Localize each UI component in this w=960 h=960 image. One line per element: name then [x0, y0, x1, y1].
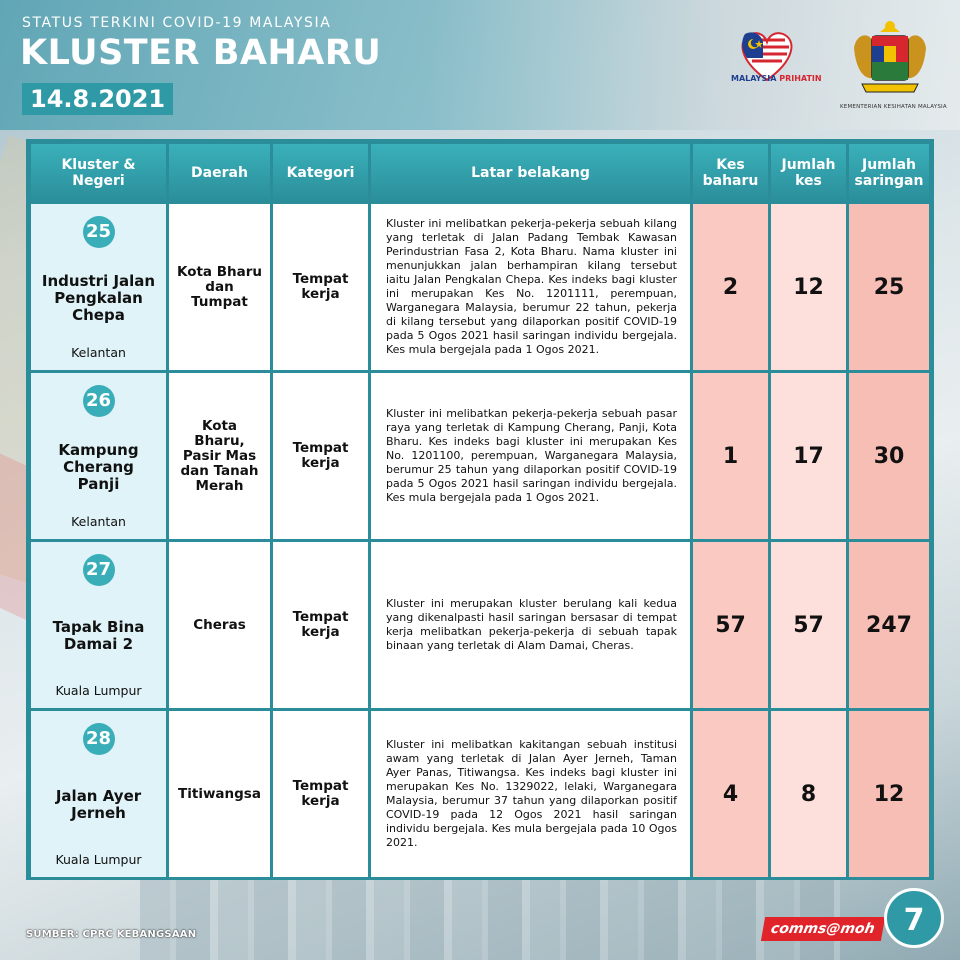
header-kluster-negeri: Kluster & Negeri: [31, 144, 166, 201]
cluster-number-badge: 25: [83, 216, 115, 248]
jumlah-saringan-value: 30: [873, 443, 905, 469]
source-caption: SUMBER: CPRC KEBANGSAAN: [26, 929, 197, 940]
cluster-number-badge: 27: [83, 554, 115, 586]
cluster-cell: [31, 542, 166, 708]
kategori-text: Tempat kerja: [292, 271, 349, 302]
jumlah-kes-value: 8: [800, 781, 817, 807]
jumlah-saringan-cell: [849, 542, 929, 708]
latar-text: Kluster ini melibatkan kakitangan sebuah institusi awam yang terletak di Jalan Ayer Jerneh, Taman Ayer Panas, Titiwangsa. Kes indeks bagi kluster ini merupakan Kes No. 1329022, lelaki, Warganegara Malaysia, berumur 37 tahun yang dilaporkan positif COVID-19 pada 12 Ogos 2021 hasil saringan individu bergejala. Kes mula bergejala pada 10 Ogos 2021.: [386, 738, 677, 849]
cluster-state: Kuala Lumpur: [55, 852, 142, 867]
cluster-name: Jalan Ayer Jerneh: [55, 787, 142, 822]
jumlah-saringan-cell: [849, 373, 929, 539]
header-latar-belakang: Latar belakang: [371, 144, 690, 201]
status-caption: STATUS TERKINI COVID-19 MALAYSIA: [22, 15, 332, 31]
page-number-badge: 7: [884, 888, 944, 948]
kategori-text: Tempat kerja: [292, 609, 349, 640]
kategori-cell: [273, 204, 368, 370]
kategori-text: Tempat kerja: [292, 778, 349, 809]
jumlah-saringan-cell: [849, 204, 929, 370]
cluster-table: [28, 141, 932, 880]
date-badge: 14.8.2021: [22, 83, 173, 115]
cluster-state: Kelantan: [71, 345, 126, 360]
cluster-state: Kelantan: [71, 514, 126, 529]
jumlah-kes-cell: [771, 711, 846, 877]
latar-cell: [371, 542, 690, 708]
daerah-cell: [169, 542, 270, 708]
cluster-number-badge: 26: [83, 385, 115, 417]
daerah-cell: [169, 373, 270, 539]
kes-baharu-cell: [693, 542, 768, 708]
header-jumlah-saringan: Jumlah saringan: [849, 144, 929, 201]
cluster-name: Kampung Cherang Panji: [58, 440, 139, 493]
kes-baharu-value: 4: [722, 781, 739, 807]
latar-text: Kluster ini melibatkan pekerja-pekerja sebuah pasar raya yang terletak di Kampung Cherang, Panji, Kota Bharu. Kes indeks bagi kluster ini merupakan Kes No. 1201100, perempuan, Warganegara Malaysia, berumur 25 tahun yang dilaporkan positif COVID-19 pada 5 Ogos 2021 hasil saringan individu bergejala. Kes mula bergejala pada 1 Ogos 2021.: [386, 407, 677, 504]
kes-baharu-value: 2: [722, 274, 739, 300]
jumlah-kes-value: 17: [793, 443, 824, 469]
header-kes-baharu: Kes baharu: [693, 144, 768, 201]
jumlah-kes-cell: [771, 373, 846, 539]
kategori-cell: [273, 542, 368, 708]
jumlah-kes-cell: [771, 542, 846, 708]
daerah-cell: [169, 711, 270, 877]
kategori-cell: [273, 711, 368, 877]
jumlah-saringan-value: 247: [866, 612, 912, 638]
kes-baharu-value: 57: [715, 612, 746, 638]
table-row: [31, 373, 929, 539]
table-row: [31, 542, 929, 708]
latar-cell: [371, 711, 690, 877]
jumlah-kes-value: 57: [793, 612, 824, 638]
header-jumlah-kes: Jumlah kes: [771, 144, 846, 201]
kes-baharu-cell: [693, 373, 768, 539]
page-title: KLUSTER BAHARU: [20, 33, 382, 73]
header-kategori: Kategori: [273, 144, 368, 201]
daerah-cell: [169, 204, 270, 370]
coat-of-arms-logo: [848, 18, 932, 98]
kes-baharu-cell: [693, 204, 768, 370]
cluster-cell: [31, 373, 166, 539]
jumlah-saringan-cell: [849, 711, 929, 877]
cluster-table-frame: [26, 139, 934, 880]
jumlah-saringan-value: 12: [873, 781, 905, 807]
daerah-text: Cheras: [193, 616, 246, 633]
kes-baharu-value: 1: [722, 443, 739, 469]
daerah-text: Kota Bharu, Pasir Mas dan Tanah Merah: [180, 417, 259, 494]
malaysia-prihatin-caption: MALAYSIA PRIHATIN: [731, 74, 822, 83]
cluster-number-badge: 28: [83, 723, 115, 755]
cluster-name: Industri Jalan Pengkalan Chepa: [41, 271, 156, 324]
comms-moh-brand: comms@moh: [761, 917, 885, 941]
latar-cell: [371, 373, 690, 539]
cluster-cell: [31, 711, 166, 877]
cluster-cell: [31, 204, 166, 370]
table-row: [31, 204, 929, 370]
cluster-name: Tapak Bina Damai 2: [52, 618, 145, 653]
daerah-text: Titiwangsa: [178, 785, 261, 802]
table-header-row: [31, 144, 929, 201]
daerah-text: Kota Bharu dan Tumpat: [176, 263, 263, 310]
header-daerah: Daerah: [169, 144, 270, 201]
table-row: [31, 711, 929, 877]
cluster-state: Kuala Lumpur: [55, 683, 142, 698]
jumlah-kes-cell: [771, 204, 846, 370]
latar-text: Kluster ini merupakan kluster berulang kali kedua yang dikenalpasti hasil saringan bersasar di tempat kerja melibatkan pekerja-pekerja di sebuah tapak binaan yang terletak di Alam Damai, Cheras.: [386, 597, 677, 652]
latar-cell: [371, 204, 690, 370]
kkm-caption: KEMENTERIAN KESIHATAN MALAYSIA: [840, 104, 947, 110]
kategori-cell: [273, 373, 368, 539]
latar-text: Kluster ini melibatkan pekerja-pekerja sebuah kilang yang terletak di Jalan Padang Tembak Kawasan Perindustrian Fasa 2, Kota Bharu. Nama kluster ini menunjukkan jalan berhampiran kilang tersebut iaitu Jalan Pengkalan Chepa. Kes indeks bagi kluster ini merupakan Kes No. 1201111, perempuan, Warganegara Malaysia, berumur 22 tahun, pekerja di kilang tersebut yang dilaporkan positif COVID-19 pada 5 Ogos 2021 hasil saringan individu bergejala. Kes mula bergejala pada 1 Ogos 2021.: [386, 217, 677, 356]
jumlah-kes-value: 12: [793, 274, 824, 300]
kes-baharu-cell: [693, 711, 768, 877]
kategori-text: Tempat kerja: [292, 440, 349, 471]
jumlah-saringan-value: 25: [873, 274, 905, 300]
